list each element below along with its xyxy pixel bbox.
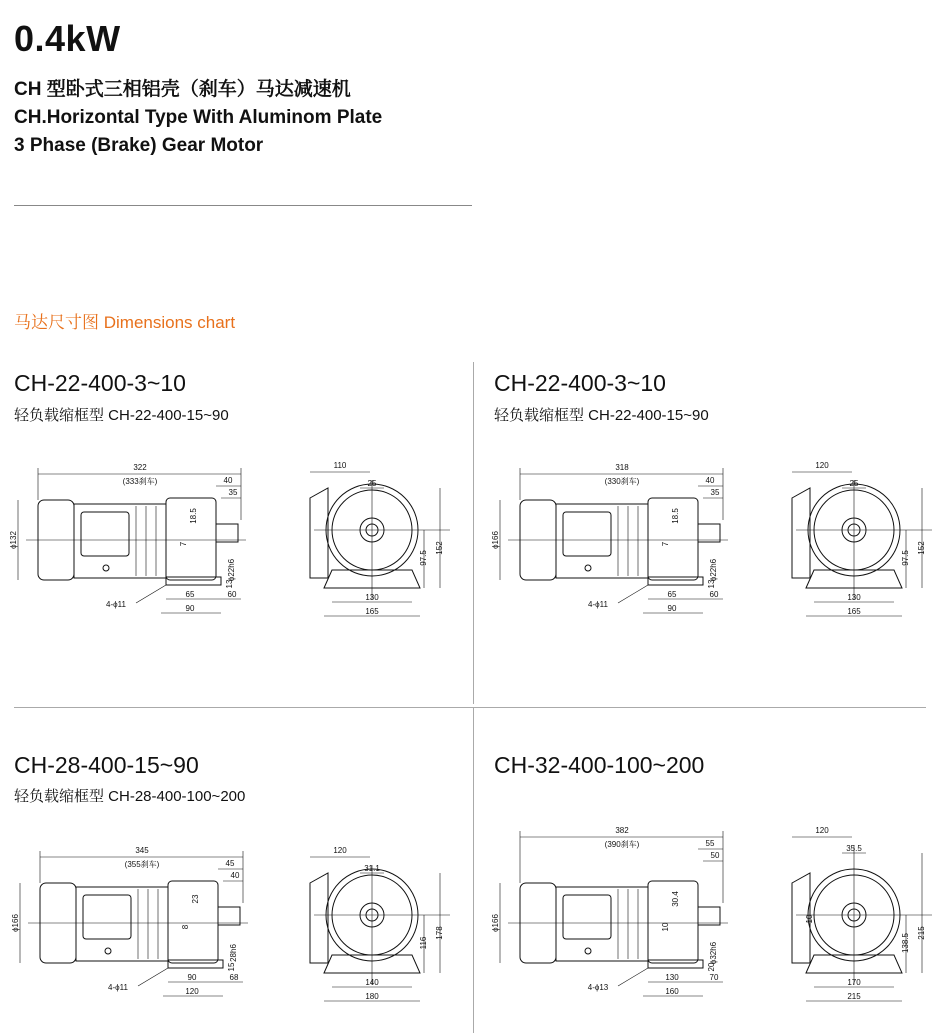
- dim-130-label: 130: [847, 593, 861, 602]
- mounting-base: [166, 577, 221, 585]
- dim-25-label: 35.5: [846, 844, 862, 853]
- dim-130-label: 170: [847, 978, 861, 987]
- dim-13-label: 13: [225, 579, 234, 589]
- dim-length-label: 318: [615, 463, 629, 472]
- dim-d2-label: 35: [228, 488, 238, 497]
- fan-bolt: [585, 565, 591, 571]
- output-shaft: [698, 524, 720, 542]
- mounting-base: [648, 960, 703, 968]
- motor-body: [74, 504, 166, 578]
- power-rating: 0.4kW: [14, 18, 121, 59]
- panel-3-model: CH-28-400-15~90: [14, 752, 199, 778]
- dim-90-label: 90: [667, 604, 677, 613]
- panel-4-front-view: [782, 823, 940, 1018]
- dim-90-label: 160: [665, 987, 679, 996]
- dim-length-brake-label: (390刹车): [604, 840, 640, 849]
- dim-60-label: 68: [229, 973, 239, 982]
- dim-975-label: 97.5: [901, 550, 910, 566]
- mounting-base: [648, 577, 703, 585]
- motor-side-outline: [310, 488, 328, 578]
- dim-d1-label: 40: [705, 476, 715, 485]
- dim-165-label: 180: [365, 992, 379, 1001]
- dim-d1-label: 55: [705, 839, 715, 848]
- terminal-box: [83, 895, 131, 939]
- dim-165-label: 165: [847, 607, 861, 616]
- panel-2-front-view: [782, 458, 940, 628]
- header-divider: [14, 205, 472, 206]
- dim-k-label: 8: [181, 924, 190, 930]
- panel-1-side-view: [6, 460, 266, 630]
- output-shaft: [218, 907, 240, 925]
- dim-shaft-label: ϕ22h6: [227, 558, 236, 582]
- leader-holes: [136, 585, 166, 603]
- product-title: [14, 76, 382, 160]
- column-divider-top: [473, 362, 474, 704]
- dim-60-label: 70: [709, 973, 719, 982]
- dim-length-label: 322: [133, 463, 147, 472]
- dim-60-label: 60: [227, 590, 237, 599]
- dim-d2-label: 35: [710, 488, 720, 497]
- dim-holes-label: 4-ϕ11: [588, 600, 608, 609]
- dim-length-label: 345: [135, 846, 149, 855]
- panel-1-subtitle: 轻负载缩框型 CH-22-400-15~90: [14, 407, 229, 424]
- dim-975-label: 97.5: [419, 550, 428, 566]
- dim-90-label: 120: [185, 987, 199, 996]
- fan-bolt: [585, 948, 591, 954]
- dim-13-label: 13: [707, 579, 716, 589]
- dim-d1-label: 40: [223, 476, 233, 485]
- dim-13-label: 20: [707, 962, 716, 972]
- dim-975-label: 116: [419, 936, 428, 950]
- dim-975-label: 138.5: [901, 932, 910, 954]
- motor-body: [556, 887, 648, 961]
- dim-top-label: 120: [333, 846, 347, 855]
- mounting-base: [168, 960, 223, 968]
- leader-holes: [138, 968, 168, 986]
- dim-h-label: 18.5: [671, 508, 680, 524]
- output-shaft: [698, 907, 720, 925]
- title-english-1: CH.Horizontal Type With Aluminom Plate: [14, 107, 383, 128]
- motor-body: [556, 504, 648, 578]
- panel-3-side-view: [8, 843, 270, 1018]
- panel-1-model: CH-22-400-3~10: [14, 370, 186, 396]
- title-chinese: CH 型卧式三相铝壳（刹车）马达减速机: [14, 79, 351, 100]
- panel-2-side-view: [488, 460, 748, 630]
- dim-height-label: ϕ166: [491, 531, 500, 549]
- terminal-box: [563, 895, 611, 939]
- dim-shaft-label: ϕ22h6: [709, 558, 718, 582]
- dim-length-brake-label: (355刹车): [124, 860, 160, 869]
- dim-height-label: ϕ132: [9, 531, 18, 549]
- panel-1-front-view: [300, 458, 460, 628]
- dim-65-label: 90: [187, 973, 197, 982]
- dim-152-label: 152: [435, 541, 444, 555]
- gearbox-housing: [168, 881, 218, 963]
- dim-25-label: 25: [849, 479, 859, 488]
- dim-holes-label: 4-ϕ13: [587, 983, 609, 992]
- panel-4-model: CH-32-400-100~200: [494, 752, 705, 778]
- dim-holes-label: 4-ϕ11: [108, 983, 128, 992]
- dim-h-label: 23: [191, 894, 200, 904]
- output-shaft: [216, 524, 238, 542]
- dim-90-label: 90: [185, 604, 195, 613]
- panel-3-front-view: [300, 843, 460, 1018]
- dim-165-label: 215: [847, 992, 861, 1001]
- dim-shaft-label: ϕ32h6: [709, 941, 718, 965]
- dim-130-label: 140: [365, 978, 379, 987]
- dim-length-label: 382: [615, 826, 629, 835]
- dim-top-label: 120: [815, 461, 829, 470]
- dim-152-label: 152: [917, 541, 926, 555]
- dim-65-label: 65: [185, 590, 195, 599]
- panel-3-subtitle: 轻负载缩框型 CH-28-400-100~200: [14, 788, 246, 805]
- dim-10-label: 10: [805, 914, 814, 924]
- dim-d1-label: 45: [225, 859, 235, 868]
- leader-holes: [618, 968, 648, 986]
- panel-2-subtitle: 轻负载缩框型 CH-22-400-15~90: [494, 407, 709, 424]
- panel-2-model: CH-22-400-3~10: [494, 370, 666, 396]
- dim-130-label: 130: [365, 593, 379, 602]
- panel-4-side-view: [488, 823, 750, 1018]
- motor-body: [76, 887, 168, 961]
- dim-height-label: ϕ166: [11, 914, 20, 932]
- motor-side-outline: [792, 488, 810, 578]
- dim-152-label: 215: [917, 926, 926, 940]
- leader-holes: [618, 585, 648, 603]
- dim-k-label: 7: [661, 541, 670, 547]
- fan-bolt: [103, 565, 109, 571]
- dim-152-label: 178: [435, 926, 444, 940]
- dim-d2-label: 50: [710, 851, 720, 860]
- dim-length-brake-label: (330刹车): [604, 477, 640, 486]
- dim-165-label: 165: [365, 607, 379, 616]
- title-english-2: 3 Phase (Brake) Gear Motor: [14, 135, 264, 156]
- terminal-box: [81, 512, 129, 556]
- dim-top-label: 120: [815, 826, 829, 835]
- dim-25-label: 25: [367, 479, 377, 488]
- dim-h-label: 18.5: [189, 508, 198, 524]
- section-title: 马达尺寸图 Dimensions chart: [14, 313, 236, 332]
- dim-top-label: 110: [333, 461, 347, 470]
- dim-k-label: 7: [179, 541, 188, 547]
- dim-13-label: 15: [227, 962, 236, 972]
- terminal-box: [563, 512, 611, 556]
- dim-60-label: 60: [709, 590, 719, 599]
- dim-65-label: 130: [665, 973, 679, 982]
- column-divider-bottom: [473, 708, 474, 1033]
- dim-shaft-label: 28h6: [229, 944, 238, 962]
- dim-25-label: 31.1: [364, 864, 380, 873]
- dim-d2-label: 40: [230, 871, 240, 880]
- dim-k-label: 10: [661, 922, 670, 932]
- row-divider: [14, 707, 926, 708]
- dim-h-label: 30.4: [671, 891, 680, 907]
- dim-65-label: 65: [667, 590, 677, 599]
- fan-bolt: [105, 948, 111, 954]
- dim-holes-label: 4-ϕ11: [106, 600, 126, 609]
- motor-side-outline: [310, 873, 328, 963]
- dim-height-label: ϕ166: [491, 914, 500, 932]
- dim-length-brake-label: (333刹车): [122, 477, 158, 486]
